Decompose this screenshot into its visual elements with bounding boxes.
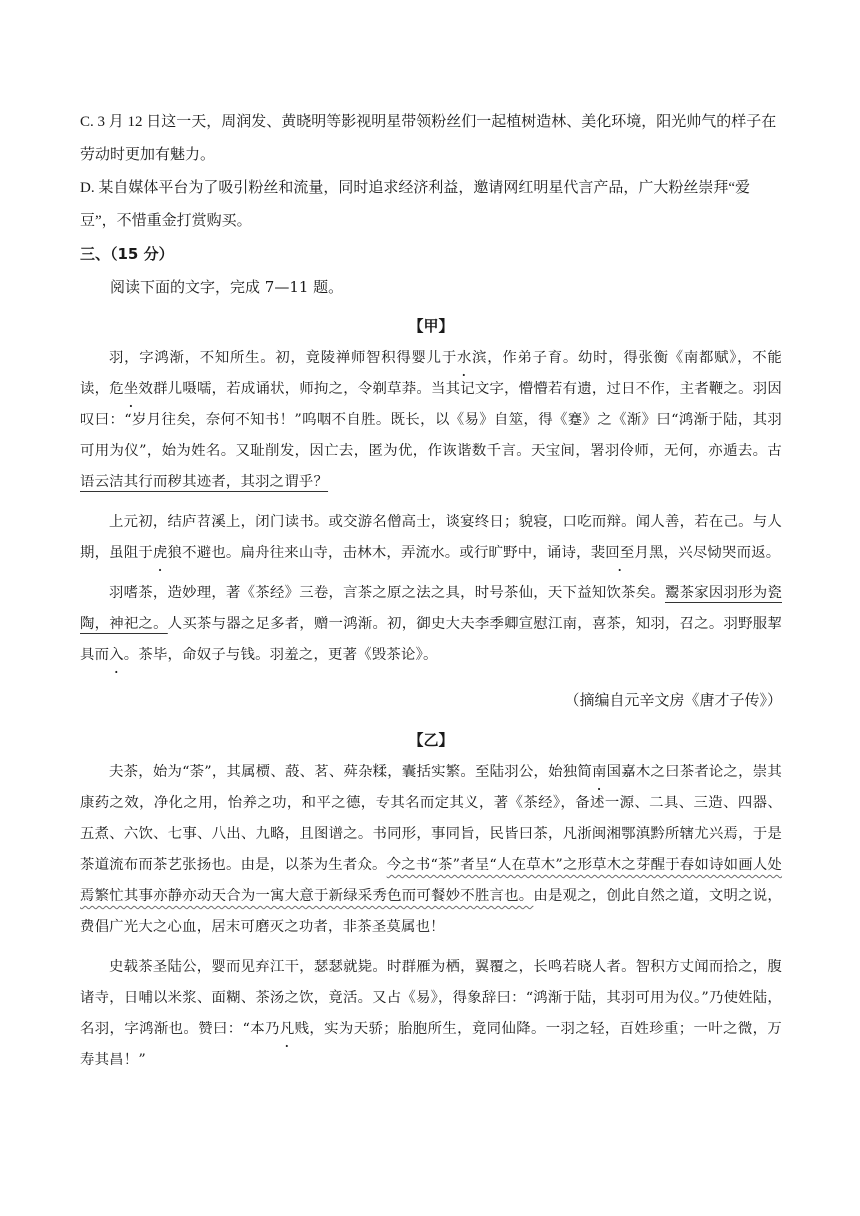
text-run: 由是观之，创此自然之道，文明之说，费倡广光大之心血，居末可磨灭之功者，非茶圣莫属也！ bbox=[80, 888, 783, 935]
text-run: 夫茶，始为“荼”，其属槚、蔎、茗、荈杂糅，囊括实繁。至陆羽公，始独 bbox=[109, 764, 578, 780]
passage-a-paragraph-3 bbox=[80, 578, 782, 671]
text-run: 人买茶与器之足多者，赠一鸿渐。初，御史大夫李季卿宣慰江南，喜茶，知羽，召之。羽野服挈具 bbox=[80, 616, 783, 663]
passage-a-source: （摘编自元辛文房《唐才子传》） bbox=[564, 693, 782, 709]
text-run: 入。茶毕，命奴子与钱。羽羞之，更著《毁茶论》。 bbox=[109, 647, 438, 663]
passage-b-paragraph-2 bbox=[80, 952, 782, 1076]
dotted-char: 乃 bbox=[265, 1021, 280, 1037]
underlined-sentence: 语云洁其行而秽其迹者，其羽之谓乎？ bbox=[80, 474, 329, 490]
underlined-sentence: 鬻茶家因羽形为瓷陶，神祀之。 bbox=[80, 585, 782, 632]
text-run: 坐效群儿嗫嚅，若成诵状，师拘之，令剃草莽。当其记文字，懵懵若有遗，过日不作，主者鞭之。羽因叹曰：“岁月往矣，奈何不知书！”呜咽不自胜。既长，以《易》自筮，得《蹇》之《渐》曰“鸿渐于陆，其羽可用为仪”，始为姓名。又耻削发，因亡去，匿为优，作诙谐数千言。天宝间，署羽伶师，无何，亦遁去。古 bbox=[80, 381, 783, 459]
text-run: 虎狼不避也。扁舟往来山寺，击林木，弄流水。或行旷野中，诵诗， bbox=[152, 545, 591, 561]
option-d: D. 某自媒体平台为了吸引粉丝和流量，同时追求经济利益，邀请网红明星代言产品，广大粉丝崇拜“爱豆”，不惜重金打赏购买。 bbox=[80, 180, 750, 229]
passage-a-paragraph-2 bbox=[80, 507, 782, 569]
text-run: 史载茶圣陆公，婴而见弃江干，瑟瑟就毙。时群雁为栖，翼覆之，长鸣若晓人者。智积方丈闻而拾之，腹诸寺，日哺以米浆、面糊、茶汤之饮，竟活。又占《易》，得象辞曰：“鸿渐于陆，其羽可用为仪。”乃使姓陆，名羽，字鸿渐也。赞曰：“本 bbox=[80, 959, 782, 1037]
dotted-char: 危 bbox=[109, 381, 124, 397]
dotted-char: 简 bbox=[577, 764, 592, 780]
dotted-char: 于 bbox=[138, 545, 153, 561]
passage-b-paragraph-1 bbox=[80, 757, 782, 943]
option-c: C. 3 月 12 日这一天，周润发、黄晓明等影视明星带领粉丝们一起植树造林、美化环境，阳光帅气的样子在劳动时更加有魅力。 bbox=[80, 114, 777, 163]
dotted-char: 于 bbox=[441, 350, 457, 366]
text-run: 上元初，结庐苕溪上，闭门读书。或交游名僧高士，谈宴终日；貌寝，口吃而辩。闻人善，若在己。与人期，虽阻 bbox=[80, 514, 782, 561]
text-run: 羽，字鸿渐，不知所生。初，竟陵禅师智积得婴儿 bbox=[109, 350, 442, 366]
text-run: 凡贱，实为天骄；胎胞所生，竟同仙降。一羽之轻，百姓珍重；一叶之微，万寿其昌！” bbox=[80, 1021, 782, 1068]
text-run: 水滨，作弟子育。幼时，得张衡《南都赋》，不能读， bbox=[80, 350, 783, 397]
passage-a-title: 【甲】 bbox=[408, 317, 454, 335]
dotted-char: 裴回 bbox=[590, 545, 620, 561]
dotted-char: 而 bbox=[94, 647, 110, 663]
text-run: 南国嘉木之曰茶者论之，崇其康药之效，净化之用，怡养之功，和平之德，专其名而定其义，著《茶经》，备述一源、二具、三造、四器、五煮、六饮、七事、八出、九略，且图谱之。书同形，事同旨，民皆曰茶，凡浙闽湘鄂滇黔所辖尤兴焉，于是茶道流布而茶艺张扬也。由是，以茶为生者众。 bbox=[80, 764, 782, 873]
reading-instruction: 阅读下面的文字，完成 7—11 题。 bbox=[110, 278, 344, 296]
text-run: 至月黑，兴尽恸哭而返。 bbox=[619, 545, 781, 561]
section-heading: 三、（15 分） bbox=[80, 245, 174, 263]
passage-b-title: 【乙】 bbox=[408, 731, 454, 749]
text-run: 羽嗜茶，造妙理，著《茶经》三卷，言茶之原之法之具，时号茶仙，天下益知饮茶矣。 bbox=[109, 585, 665, 601]
passage-a-paragraph-1 bbox=[80, 343, 782, 498]
wavy-underlined-sentence: 今之书“茶”者呈“人在草木”之形草木之芽醒于春如诗如画人处焉繁忙其事亦静亦动天合为一寓大意于新绿采秀色而可餐妙不胜言也。 bbox=[80, 857, 783, 904]
